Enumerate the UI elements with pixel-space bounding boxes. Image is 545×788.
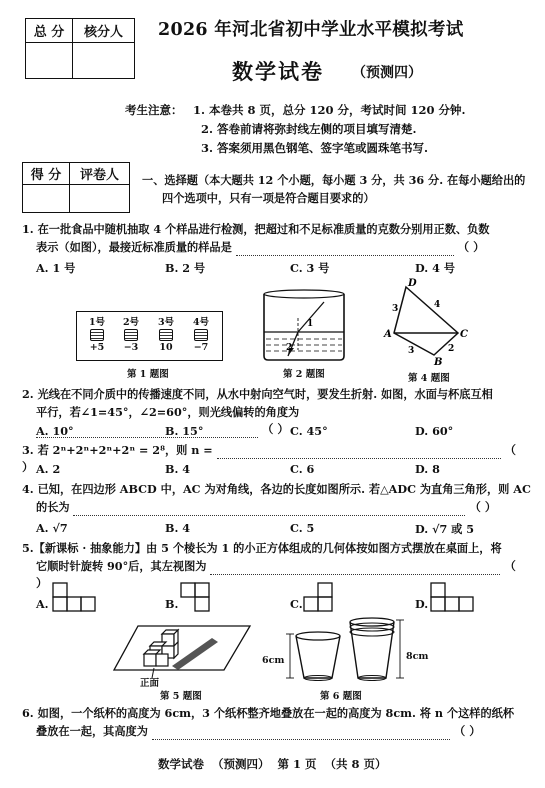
sample-4-icon	[194, 329, 208, 341]
edge-dc-length: 4	[434, 300, 441, 310]
section1-heading-line1: 一、选择题（本大题共 12 个小题，每小题 3 分，共 36 分. 在每小题给出的	[142, 173, 526, 187]
q5-option-b[interactable]: B.	[165, 597, 179, 611]
q5-option-d[interactable]: D.	[415, 597, 429, 611]
q4-stem-text: 的长为	[36, 500, 70, 514]
q6-height-1: 6cm	[262, 655, 285, 666]
q4-figure	[382, 277, 472, 367]
q3-answer-paren[interactable]: （ ）	[22, 443, 516, 474]
q5-figure	[112, 618, 252, 680]
q5-caption: 第 5 题图	[160, 691, 202, 702]
q2-option-a[interactable]: A. 10°	[36, 424, 74, 438]
sample-4-label: 4号	[192, 317, 210, 328]
vertex-d: D	[408, 278, 417, 289]
q6-leader	[152, 739, 450, 740]
q5-option-a-view[interactable]	[52, 582, 100, 612]
exam-subtitle: 数学试卷	[232, 59, 324, 84]
q5-stem-text: 它顺时针旋转 90°后，其左视图为	[36, 559, 207, 573]
q2-stem-line1: 2. 光线在不同介质中的传播速度不同，从水中射向空气时，要发生折射. 如图，水面与杯底互相	[22, 387, 493, 401]
score-table-top	[25, 18, 135, 79]
edge-bc-length: 2	[448, 344, 455, 354]
q6-stem-text: 叠放在一起，其高度为	[36, 724, 148, 738]
q3-stem-text: 3. 若 2ⁿ+2ⁿ+2ⁿ+2ⁿ = 2⁸，则 n =	[22, 443, 213, 457]
q3-stem	[22, 442, 524, 476]
q4-option-b[interactable]: B. 4	[165, 521, 191, 535]
q1-stem-line1: 1. 在一批食品中随机抽取 4 个样品进行检测，把超过和不足标准质量的克数分别用正数、负数	[22, 222, 490, 236]
q6-answer-paren[interactable]: （ ）	[453, 724, 481, 738]
q1-option-c[interactable]: C. 3 号	[290, 261, 330, 275]
sample-1-label: 1号	[88, 317, 106, 328]
sample-4-value: −7	[193, 342, 209, 353]
q1-option-d[interactable]: D. 4 号	[415, 261, 455, 275]
score-table-section	[22, 162, 130, 213]
vertex-c: C	[460, 329, 468, 340]
q5-option-a[interactable]: A.	[36, 597, 49, 611]
checker-header: 核分人	[73, 19, 135, 43]
q1-leader	[236, 255, 454, 256]
section-grader-cell[interactable]	[70, 185, 130, 213]
q5-front-label: 正面	[140, 678, 160, 689]
q5-option-c[interactable]: C.	[290, 597, 303, 611]
sample-2-value: −3	[123, 342, 139, 353]
q4-stem-line1: 4. 已知，在四边形 ABCD 中，AC 为对角线，各边的长度如图所示. 若△ADC 为直角三角形，则 AC	[22, 482, 531, 496]
sample-3-value: 10	[159, 342, 173, 353]
q6-height-2: 8cm	[406, 651, 429, 662]
q5-stem-line1: 5.【新课标 · 抽象能力】由 5 个棱长为 1 的小正方体组成的几何体按如图方式摆放在桌面上，将	[22, 541, 502, 555]
q2-stem-text: 平行，若∠1=45°，∠2=60°，则光线偏转的角度为	[36, 405, 300, 419]
q5-answer-paren[interactable]: （ ）	[36, 559, 516, 590]
q3-leader	[217, 458, 501, 459]
q2-option-d[interactable]: D. 60°	[415, 424, 454, 438]
sample-2	[117, 314, 145, 353]
q5-leader	[210, 574, 500, 575]
sample-2-icon	[124, 329, 138, 341]
q3-option-d[interactable]: D. 8	[415, 462, 440, 476]
q4-answer-paren[interactable]: （ ）	[469, 500, 497, 514]
q1-option-b[interactable]: B. 2 号	[165, 261, 206, 275]
q4-caption: 第 4 题图	[408, 373, 450, 384]
q4-option-d[interactable]: D. √7 或 5	[415, 522, 474, 536]
q4-stem-line2	[36, 499, 524, 516]
q1-caption: 第 1 题图	[127, 369, 169, 380]
sample-3-label: 3号	[157, 317, 175, 328]
q3-option-a[interactable]: A. 2	[36, 462, 61, 476]
q1-figure	[76, 311, 223, 361]
q2-option-b[interactable]: B. 15°	[165, 424, 204, 438]
q4-option-c[interactable]: C. 5	[290, 521, 315, 535]
q6-caption: 第 6 题图	[320, 691, 362, 702]
q3-option-c[interactable]: C. 6	[290, 462, 315, 476]
vertex-a: A	[384, 329, 392, 340]
q1-stem-line2	[36, 239, 524, 256]
q3-option-b[interactable]: B. 4	[165, 462, 191, 476]
edge-ab-length: 3	[408, 346, 415, 356]
sample-3-icon	[159, 329, 173, 341]
q6-stem-line1: 6. 如图，一个纸杯的高度为 6cm，3 个纸杯整齐地叠放在一起的高度为 8cm. 将 n 个这样的纸杯	[22, 706, 515, 720]
sample-1	[83, 314, 111, 353]
notice-line-2: 2. 答卷前请将弥封线左侧的项目填写清楚.	[201, 122, 417, 136]
section1-heading-line2: 四个选项中，只有一项是符合题目要求的）	[162, 191, 375, 205]
notice-line-3: 3. 答案须用黑色钢笔、签字笔或圆珠笔书写.	[201, 141, 429, 155]
total-score-cell[interactable]	[26, 43, 73, 79]
q6-figure	[280, 616, 408, 686]
q1-stem-text: 表示（如图），最接近标准质量的样品是	[36, 240, 232, 254]
q2-caption: 第 2 题图	[283, 369, 325, 380]
q2-figure	[258, 288, 350, 364]
angle-2-label: 2	[286, 343, 293, 353]
exam-edition: （预测四）	[352, 65, 422, 81]
q2-answer-paren[interactable]: （ ）	[261, 422, 289, 436]
page-footer: 数学试卷 （预测四） 第 1 页 （共 8 页）	[158, 757, 387, 771]
exam-title: 2026 年河北省初中学业水平模拟考试	[158, 20, 464, 40]
q2-option-c[interactable]: C. 45°	[290, 424, 328, 438]
section-score-header: 得 分	[23, 163, 70, 185]
sample-3	[152, 314, 180, 353]
q5-option-c-view[interactable]	[303, 582, 337, 612]
checker-cell[interactable]	[73, 43, 135, 79]
q4-leader	[73, 515, 465, 516]
q4-option-a[interactable]: A. √7	[36, 521, 68, 535]
q1-option-a[interactable]: A. 1 号	[36, 261, 76, 275]
q6-stem-line2	[36, 723, 524, 740]
angle-1-label: 1	[307, 319, 314, 329]
sample-1-icon	[90, 329, 104, 341]
vertex-b: B	[434, 357, 443, 367]
notice-line-1: 1. 本卷共 8 页，总分 120 分，考试时间 120 分钟.	[193, 103, 466, 117]
sample-4	[187, 314, 215, 353]
sample-1-value: +5	[89, 342, 105, 353]
sample-2-label: 2号	[122, 317, 140, 328]
q1-answer-paren[interactable]: （ ）	[457, 240, 485, 254]
edge-da-length: 3	[392, 304, 399, 314]
total-score-header: 总 分	[26, 19, 73, 43]
notice-label: 考生注意：	[125, 103, 183, 117]
section-grader-header: 评卷人	[70, 163, 130, 185]
q5-option-b-view[interactable]	[180, 582, 214, 612]
section-score-cell[interactable]	[23, 185, 70, 213]
q5-option-d-view[interactable]	[430, 582, 478, 612]
